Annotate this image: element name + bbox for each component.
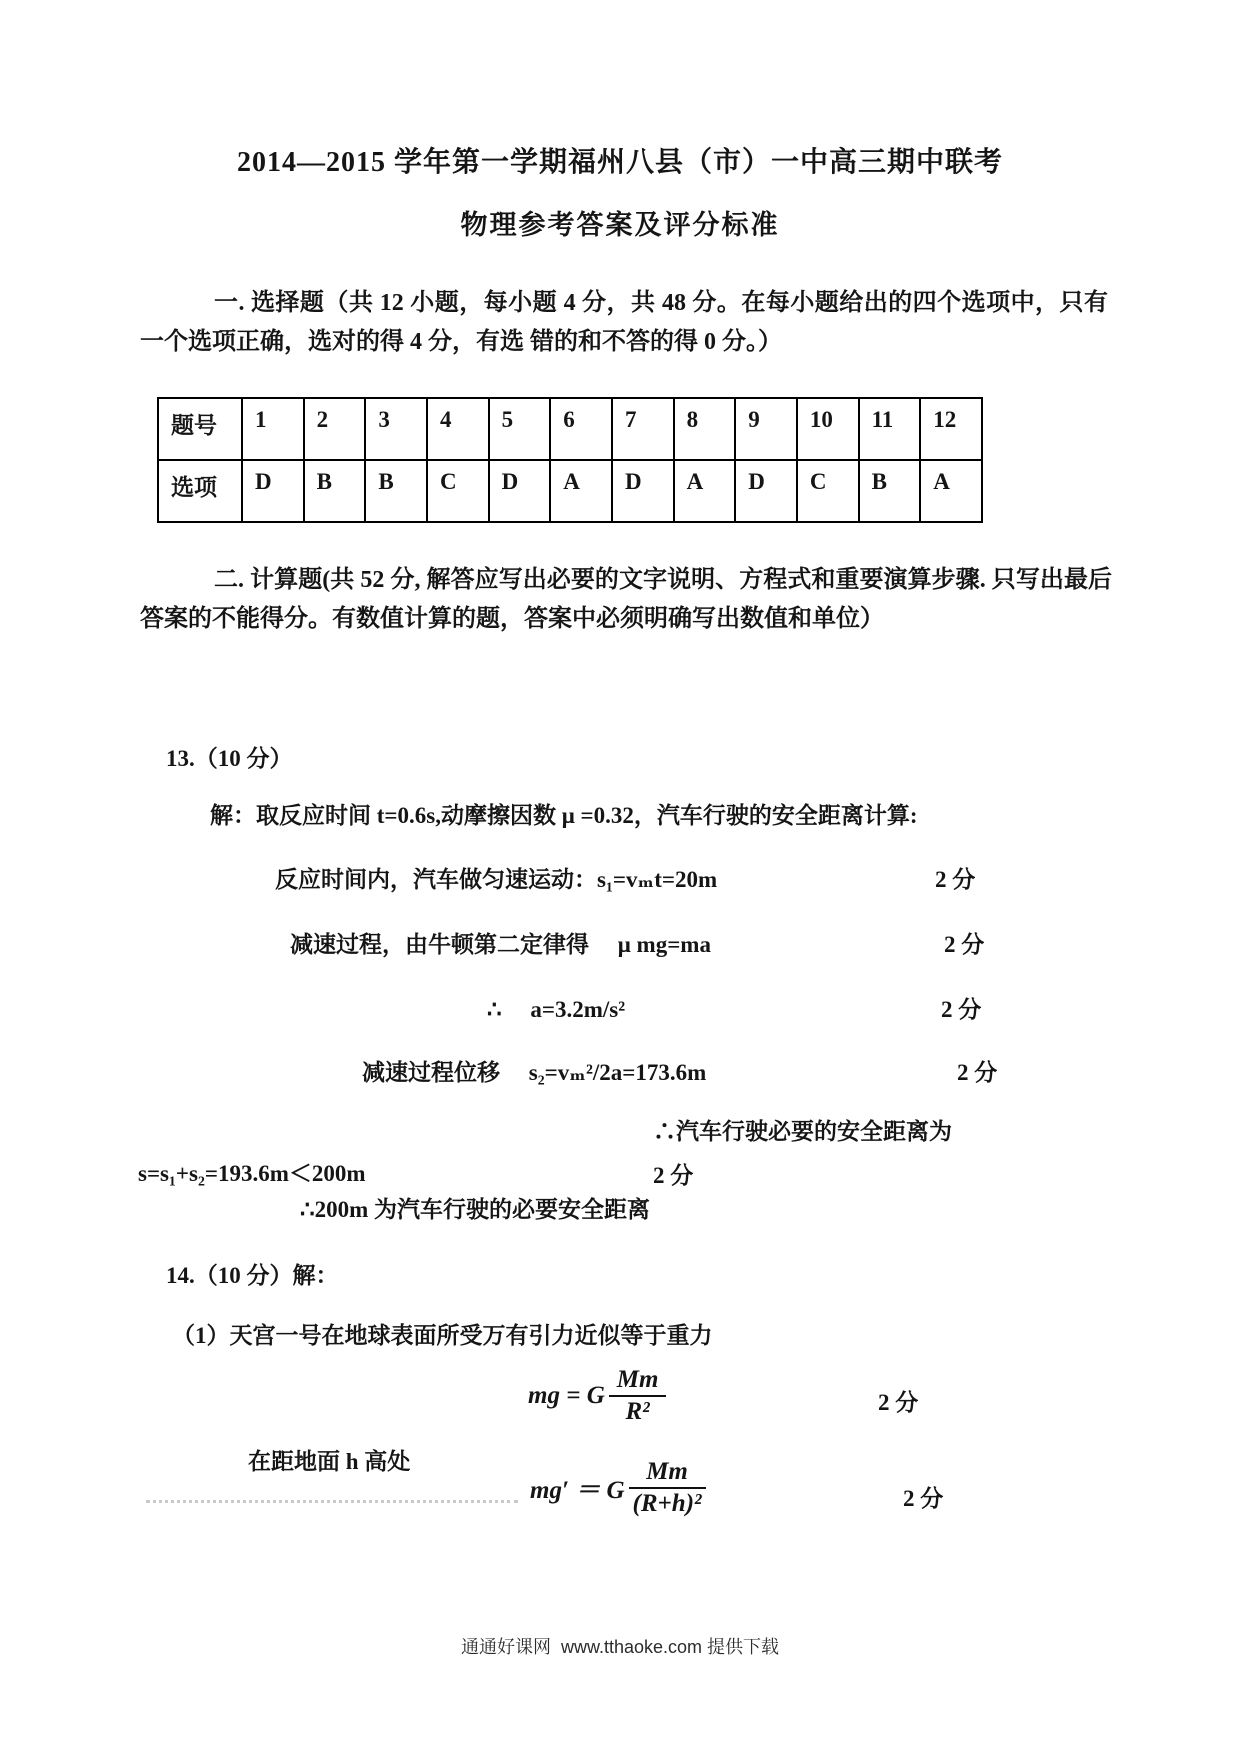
answer-cell: A <box>550 460 612 522</box>
answer-cell: B <box>859 460 921 522</box>
answer-row <box>158 460 982 522</box>
answer-cell: D <box>735 460 797 522</box>
question-number-cell: 7 <box>612 398 674 460</box>
answer-cell: A <box>674 460 736 522</box>
formula1-lhs: mg = G <box>528 1382 605 1409</box>
problem14-formula2-score: 2 分 <box>903 1486 944 1511</box>
formula2-denominator: (R+h)² <box>632 1490 702 1517</box>
question-number-cell: 3 <box>365 398 427 460</box>
problem14-formula1-score: 2 分 <box>878 1390 919 1415</box>
answer-cell: D <box>612 460 674 522</box>
problem13-solution-intro: 解：取反应时间 t=0.6s,动摩擦因数 μ =0.32，汽车行驶的安全距离计算: <box>210 803 918 828</box>
question-number-cell: 1 <box>242 398 304 460</box>
formula1-denominator: R² <box>625 1398 650 1425</box>
problem13-step1-score: 2 分 <box>935 867 976 892</box>
question-number-cell: 2 <box>304 398 366 460</box>
question-row-label: 题号 <box>158 398 242 460</box>
problem14-number: 14.（10 分）解： <box>166 1263 339 1288</box>
problem13-conclusion-score: 2 分 <box>653 1163 694 1188</box>
answer-cell: A <box>920 460 982 522</box>
answer-table <box>157 397 983 523</box>
problem13-step1: 反应时间内，汽车做匀速运动：s₁=vₘt=20m <box>275 867 718 892</box>
document-subtitle: 物理参考答案及评分标准 <box>460 210 780 240</box>
problem13-number: 13.（10 分） <box>166 746 293 771</box>
problem13-step3-score: 2 分 <box>941 997 982 1022</box>
formula1-fraction <box>609 1366 667 1426</box>
formula1-numerator: Mm <box>609 1366 667 1397</box>
question-number-row <box>158 398 982 460</box>
question-number-cell: 11 <box>859 398 921 460</box>
problem13-step4-score: 2 分 <box>957 1060 998 1085</box>
problem13-step2: 减速过程，由牛顿第二定律得 μ mg=ma <box>290 932 711 957</box>
footer-text: 通通好课网 www.tthaoke.com 提供下载 <box>460 1637 780 1657</box>
problem14-formula2 <box>530 1458 706 1518</box>
formula2-lhs: mg′ ＝ G <box>530 1477 625 1504</box>
question-number-cell: 10 <box>797 398 859 460</box>
problem13-step3: ∴ a=3.2m/s² <box>487 997 626 1022</box>
question-number-cell: 8 <box>674 398 736 460</box>
problem13-conclusion-final: ∴200m 为汽车行驶的必要安全距离 <box>300 1197 651 1222</box>
problem13-step2-score: 2 分 <box>944 932 985 957</box>
question-number-cell: 6 <box>550 398 612 460</box>
dotted-line <box>146 1500 518 1503</box>
problem14-part1: （1）天宫一号在地球表面所受万有引力近似等于重力 <box>172 1323 713 1348</box>
problem14-formula1 <box>528 1366 666 1426</box>
formula2-numerator: Mm <box>629 1458 706 1489</box>
question-number-cell: 5 <box>489 398 551 460</box>
problem14-height-text: 在距地面 h 高处 <box>248 1449 411 1474</box>
question-number-cell: 4 <box>427 398 489 460</box>
answer-cell: C <box>427 460 489 522</box>
answer-cell: D <box>242 460 304 522</box>
answer-cell: B <box>304 460 366 522</box>
answer-cell: B <box>365 460 427 522</box>
choice-section-intro: 一. 选择题（共 12 小题，每小题 4 分，共 48 分。在每小题给出的四个选项中，只有一个选项正确，选对的得 4 分，有选 错的和不答的得 0 分。） <box>140 290 1108 355</box>
question-number-cell: 9 <box>735 398 797 460</box>
problem13-conclusion-left: s=s₁+s₂=193.6m＜200m <box>138 1161 366 1186</box>
question-number-cell: 12 <box>920 398 982 460</box>
formula2-fraction <box>629 1458 706 1518</box>
answer-cell: D <box>489 460 551 522</box>
problem13-conclusion-right: ∴汽车行驶必要的安全距离为 <box>653 1119 952 1144</box>
problem13-step4: 减速过程位移 s₂=vₘ²/2a=173.6m <box>362 1060 707 1085</box>
calc-section-intro: 二. 计算题(共 52 分, 解答应写出必要的文字说明、方程式和重要演算步骤. 只写出最后答案的不能得分。有数值计算的题，答案中必须明确写出数值和单位） <box>140 567 1112 632</box>
answer-cell: C <box>797 460 859 522</box>
document-title: 2014—2015 学年第一学期福州八县（市）一中高三期中联考 <box>236 147 1003 178</box>
answer-row-label: 选项 <box>158 460 242 522</box>
